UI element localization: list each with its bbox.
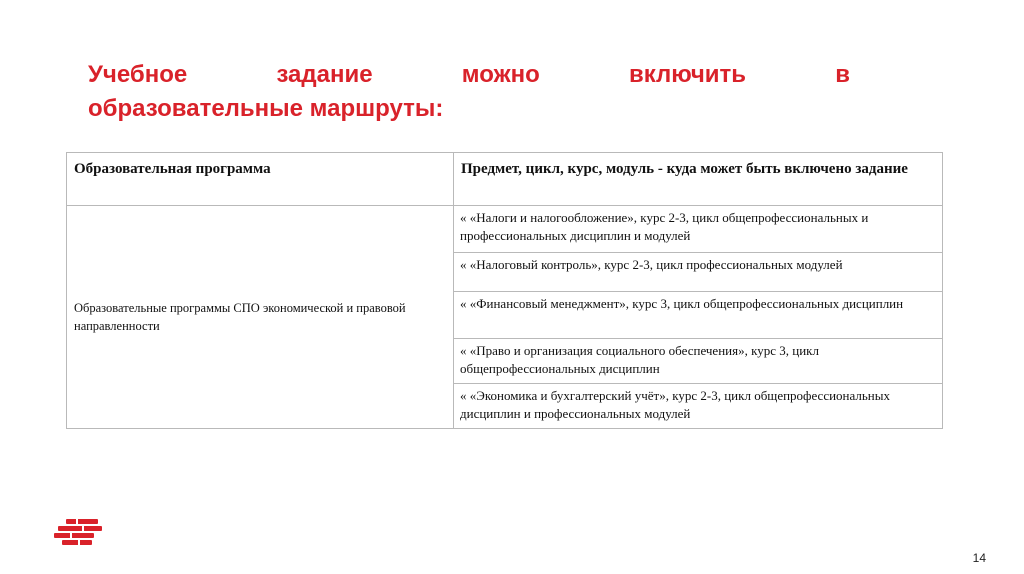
subject-cell: « «Налоги и налогообложение», курс 2-3, цикл общепрофессиональных и профессиональных дисциплин и модулей xyxy=(454,206,943,253)
program-cell: Образовательные программы СПО экономической и правовой направленности xyxy=(67,206,454,429)
brand-logo-icon xyxy=(52,517,108,547)
title-word: включить xyxy=(628,61,747,88)
title-word: можно xyxy=(461,61,540,88)
header-subject: Предмет, цикл, курс, модуль - куда может быть включено задание xyxy=(454,153,943,206)
subject-cell: « «Финансовый менеджмент», курс 3, цикл общепрофессиональных дисциплин xyxy=(454,292,943,339)
table-header-row xyxy=(67,153,943,206)
header-program: Образовательная программа xyxy=(67,153,454,206)
title-word: задание xyxy=(276,61,373,88)
subject-cell: « «Право и организация социального обеспечения», курс 3, цикл общепрофессиональных дисциплин xyxy=(454,339,943,384)
title-word: Учебное xyxy=(88,61,188,88)
title-line-1 xyxy=(88,58,850,92)
slide-title xyxy=(88,58,850,126)
page-number: 14 xyxy=(972,551,986,565)
table-row xyxy=(67,206,943,253)
subject-cell: « «Экономика и бухгалтерский учёт», курс 2-3, цикл общепрофессиональных дисциплин и профессиональных модулей xyxy=(454,384,943,429)
title-word: в xyxy=(835,61,850,88)
title-line-2: образовательные маршруты: xyxy=(88,95,444,122)
routes-table xyxy=(66,152,943,429)
subject-cell: « «Налоговый контроль», курс 2-3, цикл профессиональных модулей xyxy=(454,253,943,292)
